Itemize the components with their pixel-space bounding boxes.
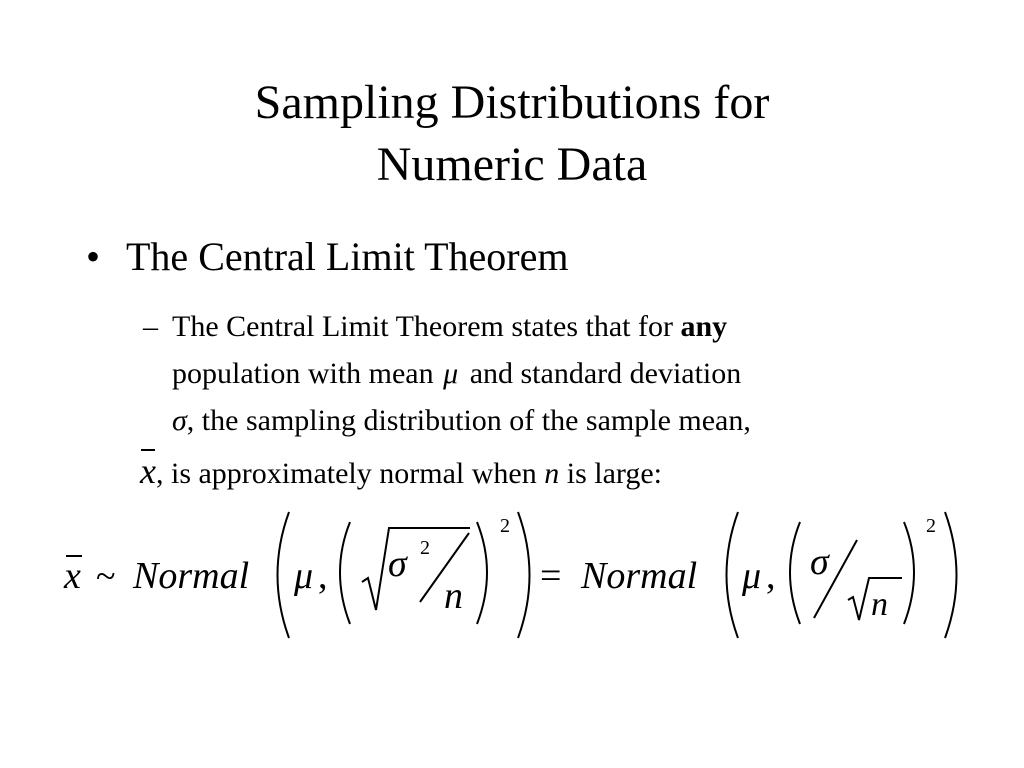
formula-tilde: ~ xyxy=(96,556,116,596)
inner-right-paren-1 xyxy=(477,522,487,624)
big-left-paren-1 xyxy=(278,512,290,638)
formula-equals: = xyxy=(540,555,562,597)
sigma-symbol: σ xyxy=(172,404,187,437)
sub-bullet-line-3 xyxy=(172,397,751,444)
sub-line-4-tail: is large: xyxy=(559,457,662,490)
bullet-item xyxy=(86,232,568,282)
sub-bullet-line-1 xyxy=(172,303,727,350)
formula-exponent-right: 2 xyxy=(926,515,936,537)
sub-line-1-emphasis: any xyxy=(680,310,728,343)
sub-line-3-text: , the sampling distribution of the sample mean, xyxy=(186,404,751,437)
inner-left-paren-2 xyxy=(790,522,800,624)
n-symbol: n xyxy=(544,457,560,490)
xbar-symbol: x xyxy=(140,444,156,495)
mu-symbol: μ xyxy=(443,357,459,390)
bullet-text: The Central Limit Theorem xyxy=(126,234,569,279)
sub-bullet-line-2 xyxy=(172,350,741,397)
clt-formula xyxy=(0,500,1024,650)
sub-line-2-text: population with mean xyxy=(172,357,442,390)
formula-normal-right: Normal xyxy=(581,555,698,597)
formula-sigma-right: σ xyxy=(810,541,829,583)
formula-mu-left: μ xyxy=(294,555,314,597)
slide-title-line-1: Sampling Distributions for xyxy=(254,76,770,129)
formula-mu-right: μ xyxy=(742,555,762,597)
big-right-paren-1 xyxy=(518,512,530,638)
formula-comma-right: , xyxy=(766,555,776,597)
formula-sigma-left: σ xyxy=(388,543,407,585)
big-left-paren-2 xyxy=(727,512,739,638)
slide-title-line-2: Numeric Data xyxy=(376,138,648,191)
formula-normal-left: Normal xyxy=(133,555,250,597)
formula-n-left: n xyxy=(444,575,463,617)
formula-xbar: x xyxy=(64,555,81,597)
slide-title xyxy=(0,72,1024,196)
inner-left-paren-1 xyxy=(340,522,350,624)
formula-n-right: n xyxy=(871,586,888,623)
formula-exponent-left: 2 xyxy=(500,515,510,537)
sub-line-1-text: The Central Limit Theorem states that for xyxy=(172,310,681,343)
sub-line-4-text: , is approximately normal when xyxy=(155,457,545,490)
inner-right-paren-2 xyxy=(904,522,914,624)
sub-bullet-dash: – xyxy=(143,310,158,343)
sub-line-2-tail: and standard deviation xyxy=(462,357,742,390)
sub-bullet-line-4 xyxy=(140,444,662,497)
formula-comma-left: , xyxy=(318,555,328,597)
bullet-dot-icon: • xyxy=(86,234,101,279)
formula-sigma-exponent: 2 xyxy=(420,537,430,559)
big-right-paren-2 xyxy=(945,512,957,638)
